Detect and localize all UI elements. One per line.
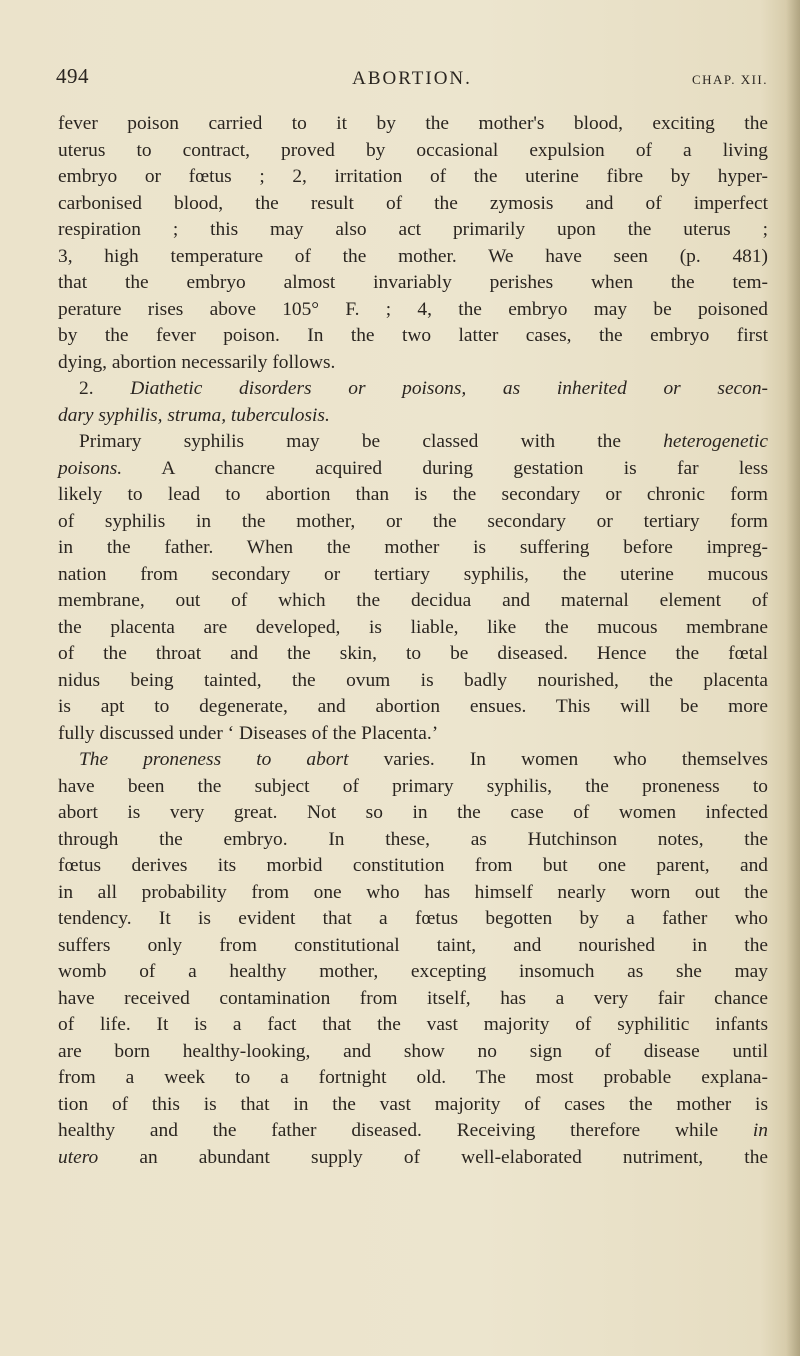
text-line: of syphilis in the mother, or the secondary or tertiary form <box>58 510 768 532</box>
text-line: dying, abortion necessarily follows. <box>58 351 336 373</box>
text-line: fœtus derives its morbid constitution from but one parent, and <box>58 855 768 876</box>
text-line: through the embryo. In these, as Hutchinson notes, the <box>58 828 768 850</box>
text-line: poisons. A chancre acquired during gestation is far less <box>58 457 768 479</box>
section-heading-line: 2. Diathetic disorders or poisons, as inherited or secon- <box>79 378 769 399</box>
text-line: in the father. When the mother is suffering before impreg- <box>58 537 768 558</box>
text-line: womb of a healthy mother, excepting insomuch as she may <box>58 961 768 982</box>
text-line: from a week to a fortnight old. The most probable explana- <box>58 1067 768 1088</box>
text-line: The proneness to abort varies. In women who themselves <box>79 749 768 770</box>
body-text <box>58 111 768 1171</box>
text-line: nidus being tainted, the ovum is badly nourished, the placenta <box>58 669 768 691</box>
text-line: uterus to contract, proved by occasional expulsion of a living <box>58 139 768 161</box>
text-line: embryo or fœtus ; 2, irritation of the uterine fibre by hyper- <box>58 166 768 187</box>
text-line: that the embryo almost invariably perishes when the tem- <box>58 272 768 293</box>
text-line: carbonised blood, the result of the zymosis and of imperfect <box>58 192 768 214</box>
text-line: Primary syphilis may be classed with the heterogenetic <box>79 431 768 452</box>
text-line: likely to lead to abortion than is the secondary or chronic form <box>58 484 768 505</box>
text-line: the placenta are developed, is liable, like the mucous membrane <box>58 616 768 638</box>
text-line: abort is very great. Not so in the case of women infected <box>58 802 768 823</box>
running-title: ABORTION. <box>352 68 472 89</box>
text-line: utero an abundant supply of well-elaborated nutriment, the <box>58 1146 768 1168</box>
text-line: healthy and the father diseased. Receiving therefore while in <box>58 1120 768 1141</box>
text-line: are born healthy-looking, and show no sign of disease until <box>58 1040 768 1062</box>
text-line: have been the subject of primary syphilis, the proneness to <box>58 775 768 797</box>
text-line: respiration ; this may also act primarily upon the uterus ; <box>58 219 768 240</box>
text-line: tion of this is that in the vast majority of cases the mother is <box>58 1093 768 1115</box>
text-line: 3, high temperature of the mother. We have seen (p. 481) <box>58 245 768 267</box>
text-line: tendency. It is evident that a fœtus begotten by a father who <box>58 908 768 929</box>
chapter-label: CHAP. XII. <box>691 72 768 87</box>
text-line: suffers only from constitutional taint, and nourished in the <box>58 934 768 956</box>
text-line: is apt to degenerate, and abortion ensues. This will be more <box>58 696 768 717</box>
page-header <box>56 64 768 94</box>
section-heading-line: dary syphilis, struma, tuberculosis. <box>58 404 330 426</box>
text-line: by the fever poison. In the two latter cases, the embryo first <box>58 325 768 346</box>
page-number: 494 <box>56 64 89 88</box>
text-line: fully discussed under ‘ Diseases of the Placenta.’ <box>58 722 439 744</box>
text-line: have received contamination from itself, has a very fair chance <box>58 987 768 1009</box>
text-line: perature rises above 105° F. ; 4, the embryo may be poisoned <box>58 298 768 320</box>
text-line: membrane, out of which the decidua and maternal element of <box>58 590 768 611</box>
text-line: in all probability from one who has himself nearly worn out the <box>58 881 768 903</box>
text-line: nation from secondary or tertiary syphilis, the uterine mucous <box>58 563 768 585</box>
text-line: of the throat and the skin, to be diseased. Hence the fœtal <box>58 643 768 664</box>
text-line: of life. It is a fact that the vast majority of syphilitic infants <box>58 1014 768 1035</box>
text-line: fever poison carried to it by the mother's blood, exciting the <box>58 113 768 134</box>
page-edge-shadow <box>786 0 800 1356</box>
